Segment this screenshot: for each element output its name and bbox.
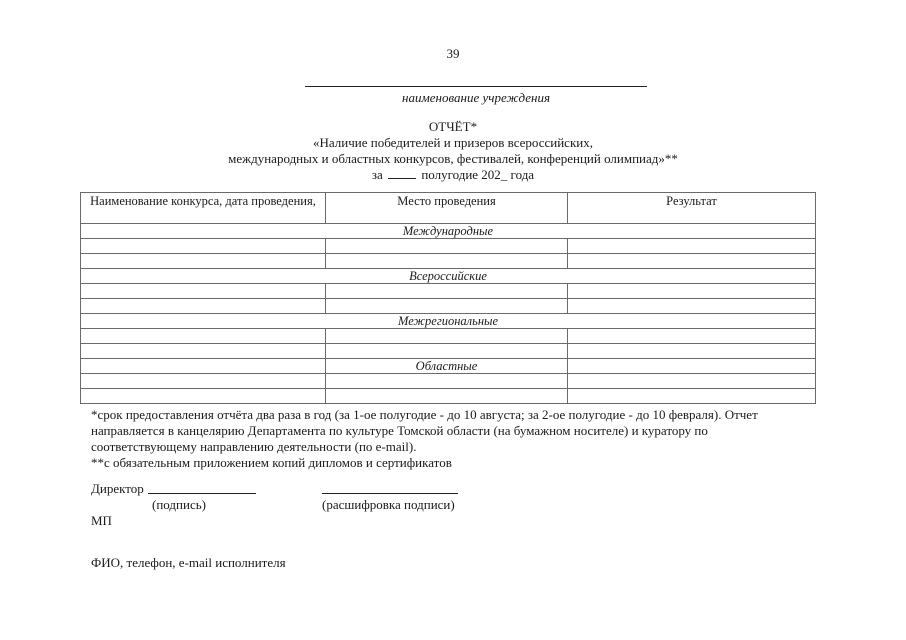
table-cell[interactable] [326, 254, 568, 269]
director-label: Директор [91, 481, 144, 496]
period-blank [388, 167, 416, 179]
report-title-line1: «Наличие победителей и призеров всероссийских, [313, 135, 593, 150]
table-cell[interactable] [81, 389, 326, 404]
table-cell[interactable] [326, 284, 568, 299]
signature-line[interactable] [148, 493, 256, 494]
table-cell[interactable] [81, 239, 326, 254]
table-cell[interactable] [81, 254, 326, 269]
table-cell[interactable] [568, 389, 816, 404]
footnotes [91, 407, 791, 471]
table-cell[interactable] [568, 299, 816, 314]
table-cell[interactable] [568, 359, 816, 374]
table-row [81, 239, 816, 254]
table-cell[interactable] [81, 284, 326, 299]
period-suffix: полугодие 202_ года [421, 167, 535, 182]
table-row [81, 254, 816, 269]
table-cell[interactable] [326, 329, 568, 344]
organization-caption: наименование учреждения [402, 90, 550, 105]
table-row [81, 299, 816, 314]
footnote-delivery: направляется в канцелярию Департамента по культуре Томской области (на бумажном носителе) и куратору по [91, 423, 708, 438]
section-label: Межрегиональные [81, 314, 816, 329]
table-cell[interactable] [81, 359, 326, 374]
table-cell[interactable] [326, 389, 568, 404]
report-title-line2: международных и областных конкурсов, фестивалей, конференций олимпиад»** [228, 151, 678, 166]
section-label: Областные [326, 359, 568, 374]
table-cell[interactable] [568, 239, 816, 254]
section-label: Всероссийские [81, 269, 816, 284]
period-prefix: за [371, 167, 383, 182]
section-label: Международные [81, 224, 816, 239]
table-cell[interactable] [568, 254, 816, 269]
table-row [81, 374, 816, 389]
report-period [150, 167, 756, 183]
table-cell[interactable] [568, 284, 816, 299]
signature-caption: (подпись) [152, 497, 206, 512]
section-row-regional [81, 359, 816, 374]
footnote-deadline: *срок предоставления отчёта два раза в год (за 1-ое полугодие - до 10 августа; за 2-ое полугодие - до 10 февраля). Отчет [91, 407, 758, 422]
table-cell[interactable] [326, 299, 568, 314]
table-row [81, 389, 816, 404]
footnote-attachments: **с обязательным приложением копий дипломов и сертификатов [91, 455, 452, 470]
table-row [81, 329, 816, 344]
signature-decode-line[interactable] [322, 493, 458, 494]
table-cell[interactable] [326, 344, 568, 359]
table-cell[interactable] [568, 329, 816, 344]
executor-label: ФИО, телефон, e-mail исполнителя [91, 555, 286, 570]
table-cell[interactable] [326, 239, 568, 254]
organization-name-line [305, 86, 647, 87]
table-cell[interactable] [326, 374, 568, 389]
table-cell[interactable] [81, 374, 326, 389]
signature-block [91, 481, 791, 531]
table-cell[interactable] [81, 299, 326, 314]
header-result: Результат [568, 193, 816, 224]
table-cell[interactable] [81, 329, 326, 344]
table-header-row [81, 193, 816, 224]
section-row-international [81, 224, 816, 239]
table-cell[interactable] [568, 374, 816, 389]
report-heading: ОТЧЁТ* [428, 119, 478, 134]
table-row [81, 284, 816, 299]
table-cell[interactable] [568, 344, 816, 359]
header-venue: Место проведения [326, 193, 568, 224]
section-row-all-russian [81, 269, 816, 284]
footnote-direction: соответствующему направлению деятельности (по e-mail). [91, 439, 417, 454]
table-row [81, 344, 816, 359]
signature-decode-caption: (расшифровка подписи) [322, 497, 455, 512]
report-title [150, 119, 756, 183]
page-number: 39 [446, 46, 460, 61]
section-row-interregional [81, 314, 816, 329]
table-cell[interactable] [81, 344, 326, 359]
report-table [80, 192, 816, 404]
stamp-label: МП [91, 513, 112, 528]
header-contest-name: Наименование конкурса, дата проведения, [81, 193, 326, 224]
